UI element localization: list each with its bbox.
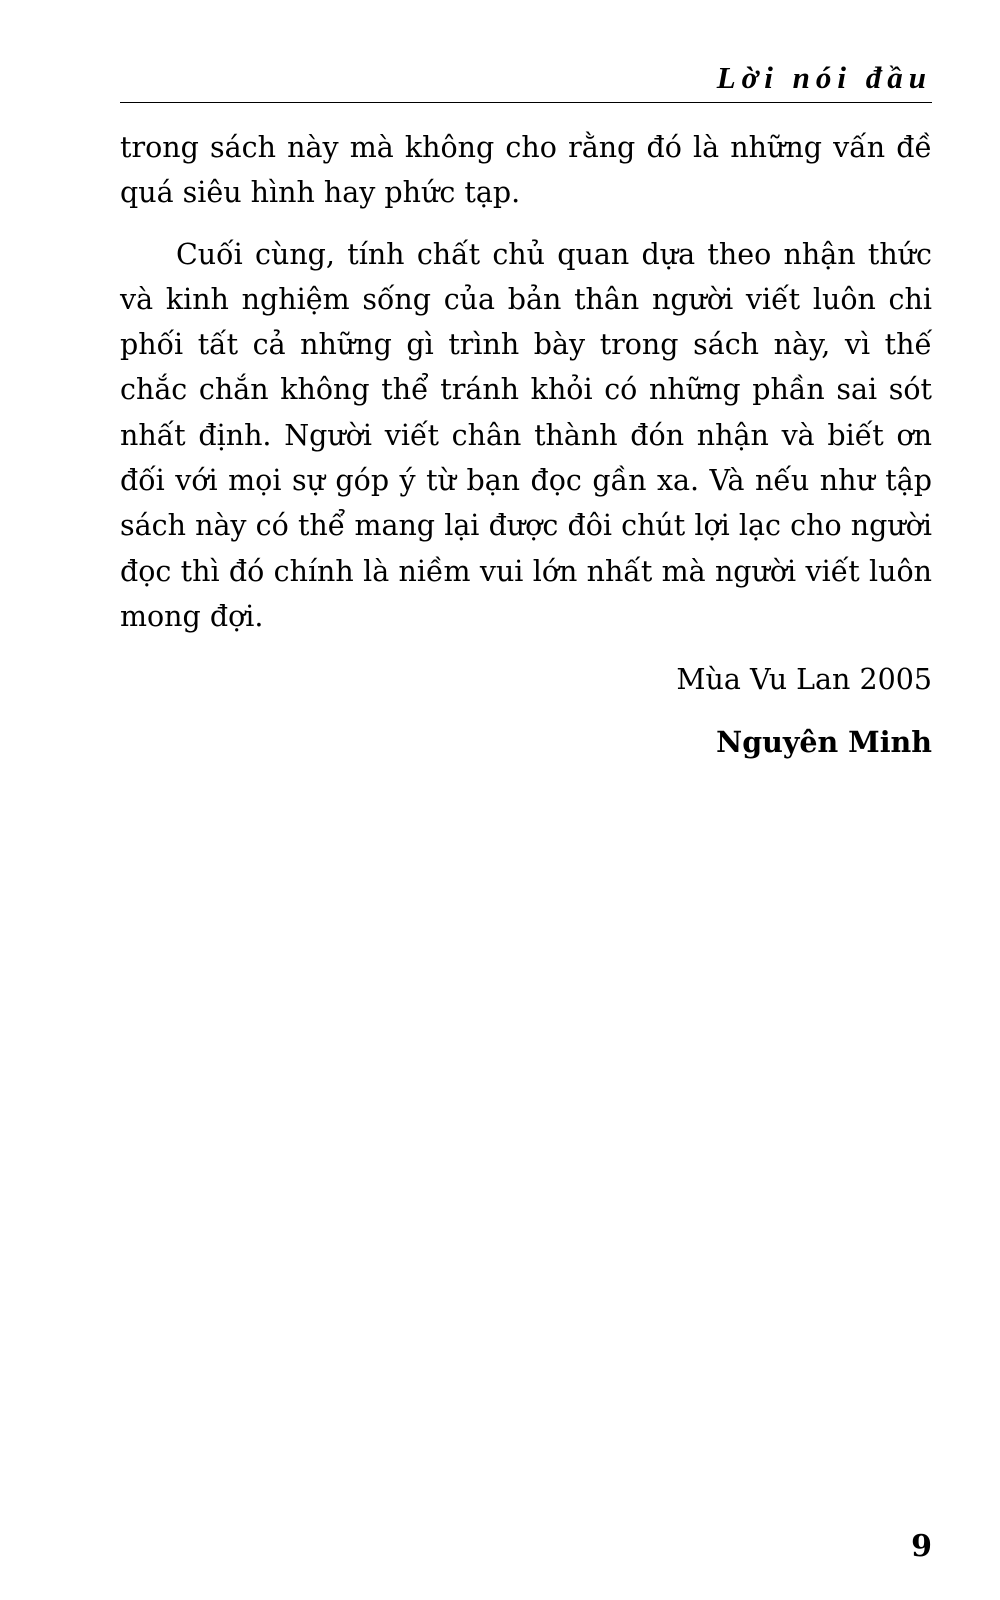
author-signature: Nguyên Minh xyxy=(716,725,932,759)
book-page xyxy=(120,0,932,1600)
page-number: 9 xyxy=(911,1529,932,1564)
body-text xyxy=(120,125,932,639)
closing-date: Mùa Vu Lan 2005 xyxy=(676,663,932,696)
header-divider xyxy=(120,102,932,103)
paragraph-closing-remarks: Cuối cùng, tính chất chủ quan dựa theo nhận thức và kinh nghiệm sống của bản thân người viết luôn chi phối tất cả những gì trình bày trong sách này, vì thế chắc chắn không thể tránh khỏi có những phần sai sót nhất định. Người viết chân thành đón nhận và biết ơn đối với mọi sự góp ý từ bạn đọc gần xa. Và nếu như tập sách này có thể mang lại được đôi chút lợi lạc cho người đọc thì đó chính là niềm vui lớn nhất mà người viết luôn mong đợi. xyxy=(120,237,932,633)
running-header-title: Lời nói đầu xyxy=(716,60,932,95)
paragraph-continued: trong sách này mà không cho rằng đó là những vấn đề quá siêu hình hay phức tạp. xyxy=(120,131,932,210)
